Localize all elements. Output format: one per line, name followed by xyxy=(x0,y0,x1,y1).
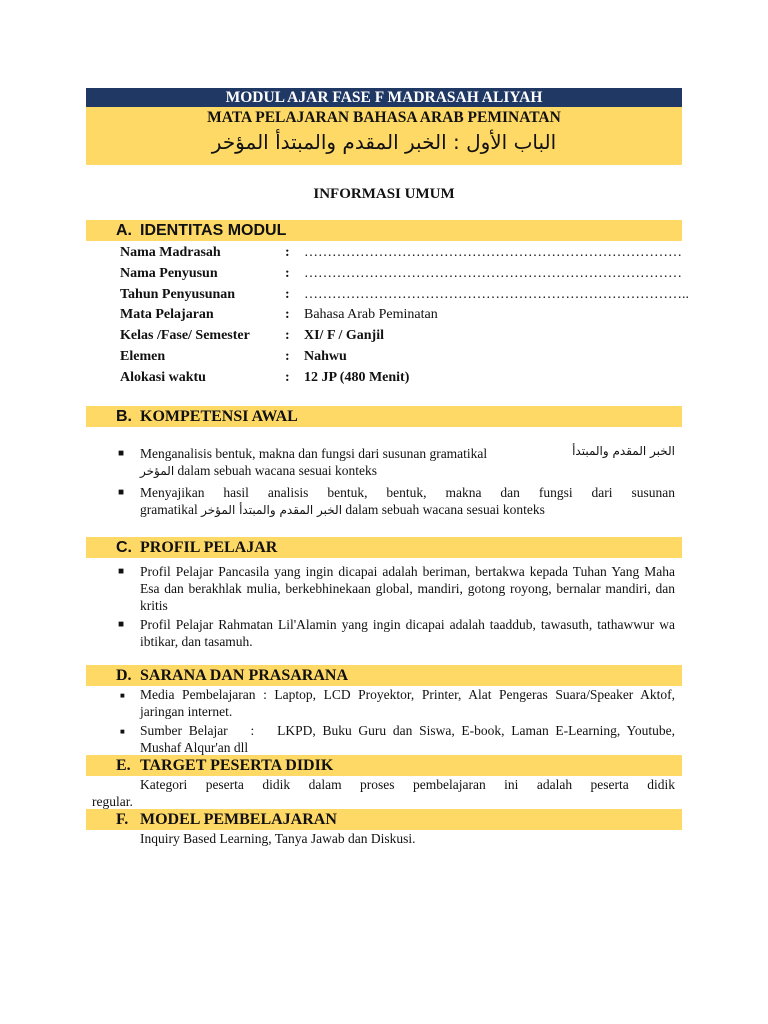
section-d-letter: D. xyxy=(116,667,132,684)
kompetensi-text: dalam sebuah wacana sesuai konteks xyxy=(345,502,545,517)
section-d-title: SARANA DAN PRASARANA xyxy=(140,667,349,684)
identity-colon: : xyxy=(285,266,290,281)
identity-value: Bahasa Arab Peminatan xyxy=(304,307,438,322)
identity-label: Nama Madrasah xyxy=(120,245,221,260)
small-square-bullet-icon: ■ xyxy=(120,727,125,736)
square-bullet-icon: ■ xyxy=(118,487,125,498)
profil-item xyxy=(118,616,675,650)
profil-text: Profil Pelajar Rahmatan Lil'Alamin yang ingin dicapai adalah taaddub, tawasuth, tathawwur wa ibtikar, dan tasamuh. xyxy=(140,617,675,649)
identity-label: Mata Pelajaran xyxy=(120,307,214,322)
section-a-bar xyxy=(86,220,682,241)
target-text-line1: Kategori peserta didik dalam proses pembelajaran ini adalah peserta didik xyxy=(140,777,675,792)
sarana-colon: : xyxy=(250,723,255,738)
target-text-line2: regular. xyxy=(92,794,133,809)
section-c-bar xyxy=(86,537,682,558)
identity-value: ……………………………………………………………………… xyxy=(304,245,682,260)
arabic-term: الخبر المقدم والمبتدأ xyxy=(572,444,675,458)
arabic-chapter-title: الباب الأول : الخبر المقدم والمبتدأ المؤخر xyxy=(211,130,557,154)
sarana-label: Sumber Belajar xyxy=(140,723,228,738)
section-e-bar xyxy=(86,755,682,776)
square-bullet-icon: ■ xyxy=(118,619,125,630)
identity-label: Tahun Penyusunan xyxy=(120,287,236,302)
identity-label: Kelas /Fase/ Semester xyxy=(120,328,250,343)
square-bullet-icon: ■ xyxy=(118,566,125,577)
sarana-value: LKPD, Buku Guru dan Siswa, E-book, Laman E-Learning, Youtube, Mushaf Alqur'an dll xyxy=(140,723,675,755)
identity-value: Nahwu xyxy=(304,349,347,364)
kompetensi-item xyxy=(118,484,675,518)
header-title-bar xyxy=(86,88,682,107)
small-square-bullet-icon: ■ xyxy=(120,691,125,700)
section-c-letter: C. xyxy=(116,539,132,556)
identity-value: 12 JP (480 Menit) xyxy=(304,370,410,385)
arabic-term: الخبر المقدم والمبتدأ المؤخر xyxy=(201,503,343,517)
section-a-letter: A. xyxy=(116,222,132,239)
sarana-item xyxy=(120,686,675,720)
section-c-title: PROFIL PELAJAR xyxy=(140,539,278,556)
profil-text: Profil Pelajar Pancasila yang ingin dicapai adalah beriman, bertakwa kepada Tuhan Yang Maha Esa dan berakhlak mulia, berkebhinekaan global, mandiri, gotong royong, bernalar mandiri, dan kritis xyxy=(140,564,675,613)
section-a-title: IDENTITAS MODUL xyxy=(140,222,287,239)
info-umum-heading: INFORMASI UMUM xyxy=(313,186,455,202)
identity-colon: : xyxy=(285,370,290,385)
subject-title: MATA PELAJARAN BAHASA ARAB PEMINATAN xyxy=(207,109,561,126)
identity-colon: : xyxy=(285,245,290,260)
model-text: Inquiry Based Learning, Tanya Jawab dan Diskusi. xyxy=(140,831,416,846)
section-b-title: KOMPETENSI AWAL xyxy=(140,408,298,425)
sarana-label: Media Pembelajaran : xyxy=(140,687,267,702)
arabic-term: المؤخر xyxy=(140,464,175,478)
header-subtitle-block xyxy=(86,107,682,165)
section-e-title: TARGET PESERTA DIDIK xyxy=(140,757,334,774)
section-f-bar xyxy=(86,809,682,830)
module-title: MODUL AJAR FASE F MADRASAH ALIYAH xyxy=(225,89,543,106)
kompetensi-text: Menganalisis bentuk, makna dan fungsi dari susunan gramatikal xyxy=(140,446,488,461)
kompetensi-text: dalam sebuah wacana sesuai konteks xyxy=(177,463,377,478)
sarana-item xyxy=(120,722,675,756)
sarana-value: Laptop, LCD Proyektor, Printer, Alat Pengeras Suara/Speaker Aktof, jaringan internet. xyxy=(140,687,675,719)
identity-colon: : xyxy=(285,328,290,343)
identity-value: ……………………………………………………………………….. xyxy=(304,287,689,302)
identity-colon: : xyxy=(285,307,290,322)
identity-label: Alokasi waktu xyxy=(120,370,206,385)
identity-colon: : xyxy=(285,287,290,302)
identity-colon: : xyxy=(285,349,290,364)
profil-item xyxy=(118,563,675,614)
identity-label: Elemen xyxy=(120,349,166,364)
section-b-bar xyxy=(86,406,682,427)
section-f-letter: F. xyxy=(116,811,129,828)
section-e-letter: E. xyxy=(116,757,131,774)
kompetensi-item xyxy=(118,444,675,479)
identity-value: ……………………………………………………………………… xyxy=(304,266,682,281)
kompetensi-text: gramatikal xyxy=(140,502,198,517)
identity-value: XI/ F / Ganjil xyxy=(304,328,384,343)
square-bullet-icon: ■ xyxy=(118,448,125,459)
section-d-bar xyxy=(86,665,682,686)
identity-label: Nama Penyusun xyxy=(120,266,218,281)
section-b-letter: B. xyxy=(116,408,132,425)
section-f-title: MODEL PEMBELAJARAN xyxy=(140,811,337,828)
kompetensi-text: Menyajikan hasil analisis bentuk, bentuk, makna dan fungsi dari susunan xyxy=(140,485,675,500)
